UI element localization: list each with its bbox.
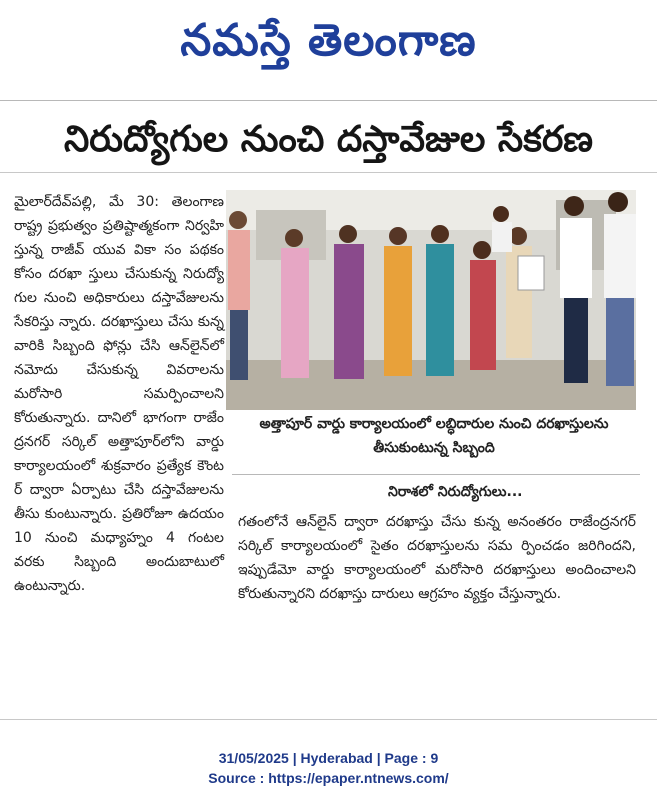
- news-photo-illustration: [226, 190, 636, 410]
- page-footer: [0, 748, 657, 788]
- article-headline: నిరుద్యోగుల నుంచి దస్తావేజుల సేకరణ: [63, 119, 594, 160]
- caption-divider: [232, 474, 640, 475]
- newspaper-masthead: [0, 0, 657, 92]
- footer-source-line: Source : https://epaper.ntnews.com/: [208, 770, 449, 786]
- article-right-column: గతంలోనే ఆన్‌లైన్ ద్వారా దరఖాస్తు చేసు కున్న అనంతరం రాజేంద్రనగర్ సర్కిల్ కార్యాలయంలో సైతం దరఖాస్తులను సమ ర్పించడం జరిగిందని, ఇప్పుడేమో వార్డు కార్యాలయంలో మరోసారి దరఖాస్తులు అందించాలని కోరుతున్నారని దరఖాస్తు దారులు ఆగ్రహం వ్యక్తం చేస్తున్నారు.: [238, 514, 636, 602]
- photo-caption: అత్తాపూర్ వార్డు కార్యాలయంలో లబ్ధిదారుల నుంచి దరఖాస్తులను తీసుకుంటున్న సిబ్బంది: [259, 416, 609, 456]
- masthead-divider: [0, 100, 657, 101]
- footer-date-line: 31/05/2025 | Hyderabad | Page : 9: [218, 750, 439, 766]
- article-left-column: మైలార్‌దేవ్‌పల్లి, మే 30: తెలంగాణ రాష్ట్ర ప్రభుత్వం ప్రతిష్టాత్మకంగా నిర్వహి స్తున్న రాజీవ్ యువ వికా సం పథకం కోసం దరఖా స్తులు చేసుకున్న నిరుద్యో గుల నుంచి అధికారులు దస్తావేజులను సేకరిస్తు న్నారు. దరఖాస్తులు చేసు కున్న వారికి సిబ్బంది ఫోన్లు చేసి ఆన్‌లైన్‌లో నమోదు చేసుకున్న వివరాలను మరోసారి సమర్పించాలని కోరుతున్నారు. దానిలో భాగంగా రాజేం ద్రనగర్ సర్కిల్ అత్తాపూర్‌లోని వార్డు కార్యాలయంలో శుక్రవారం ప్రత్యేక కౌంట ర్ ద్వారా ఏర్పాటు చేసి దస్తావేజులను తీసు కుంటున్నారు. ప్రతిరోజూ ఉదయం 10 నుంచి మధ్యాహ్నం 4 గంటల వరకు సిబ్బంది అందుబాటులో ఉంటున్నారు.: [14, 194, 224, 594]
- news-photo: [226, 190, 636, 410]
- masthead-title: నమస్తే తెలంగాణ: [180, 15, 477, 66]
- article-subhead: నిరాశలో నిరుద్యోగులు...: [388, 484, 523, 500]
